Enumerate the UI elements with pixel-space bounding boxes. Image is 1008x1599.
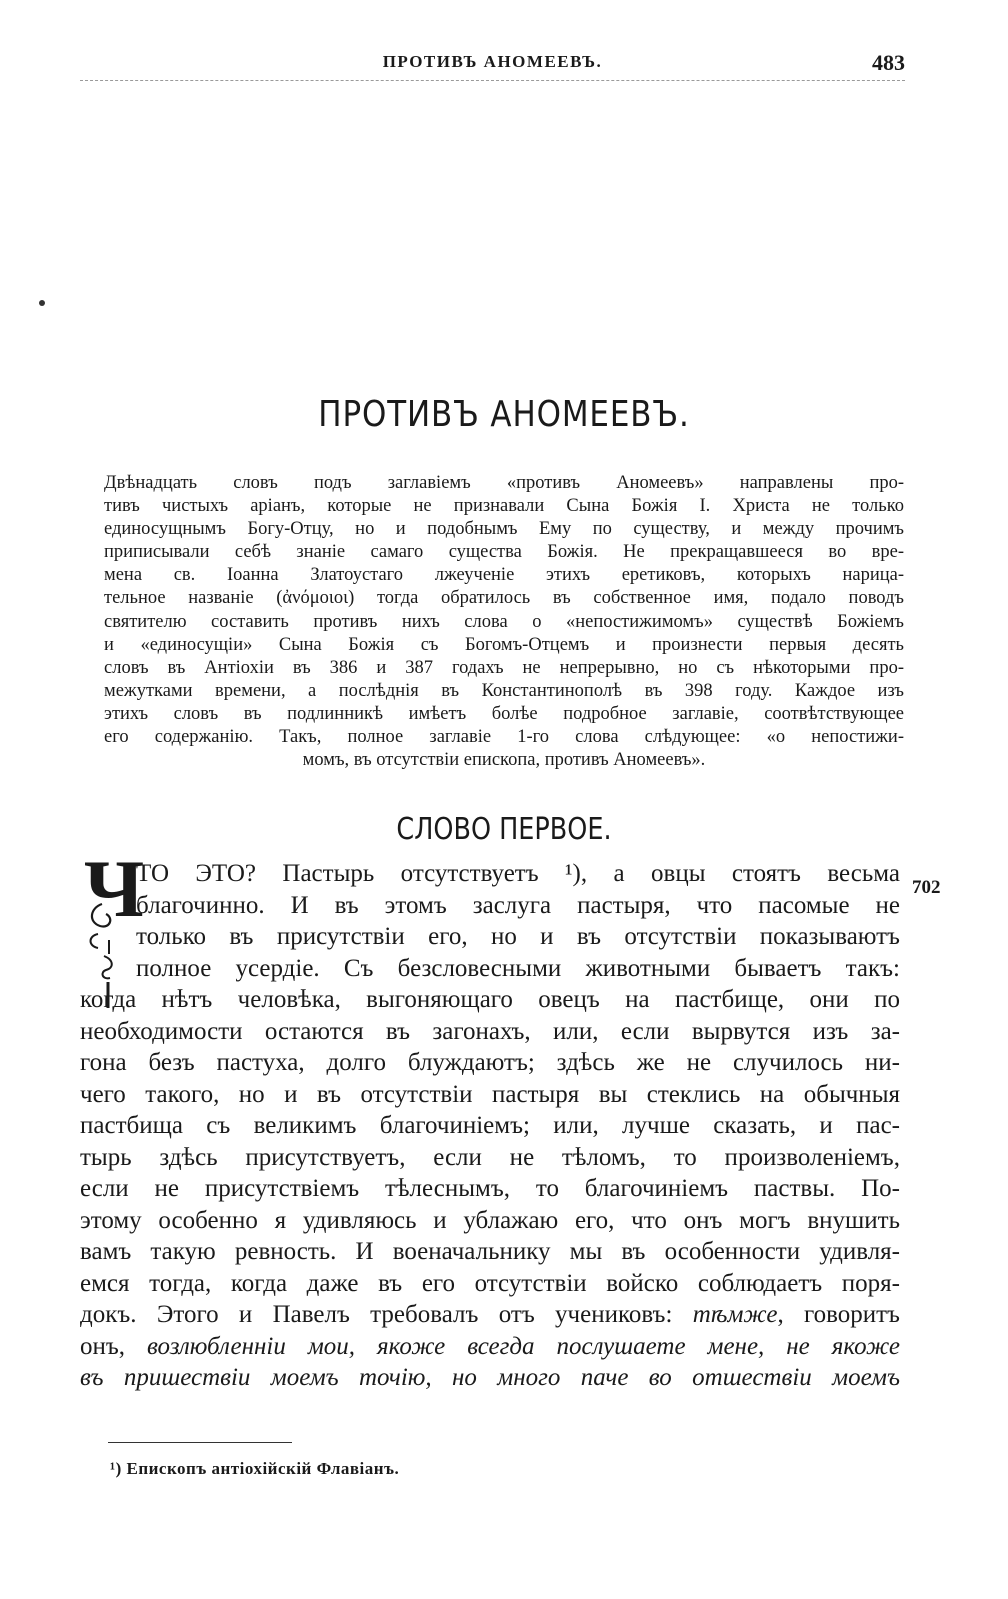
text-line [80, 1331, 900, 1363]
intro-line: приписывали себѣ знаніе самаго существа Божія. Не прекращавшееся во вре- [104, 542, 904, 563]
introduction-paragraph [104, 472, 904, 772]
text-line: вамъ такую ревность. И военачальнику мы въ особенности удивля- [80, 1238, 900, 1265]
footnote-rule [108, 1442, 292, 1443]
intro-line: тельное названіе (ἀνόμοιοι) тогда обратилось въ собственное имя, подало поводъ [104, 588, 904, 609]
sermon-text [80, 858, 900, 1394]
text-line: гона безъ пастуха, долго блуждаютъ; здѣсь же не случилось ни- [80, 1049, 900, 1076]
text-line: только въ присутствіи его, но и въ отсутствіи показываютъ [136, 923, 900, 950]
intro-line: словъ въ Антіохіи въ 386 и 387 годахъ не непрерывно, но съ нѣкоторыми про- [104, 657, 904, 678]
section-title: СЛОВО ПЕРВОЕ. [396, 812, 612, 847]
text-line: если не присутствіемъ тѣлеснымъ, то благочиніемъ паствы. По- [80, 1175, 900, 1202]
text-line: чего такого, но и въ отсутствіи пастыря вы стеклись на обычныя [80, 1080, 900, 1108]
running-header-title: ПРОТИВЪ АНОМЕЕВЪ. [382, 52, 603, 71]
intro-line: мена св. Іоанна Златоустаго лжеученіе этихъ еретиковъ, которыхъ нарица- [104, 565, 904, 586]
text-fragment: докъ. Этого и Павелъ требовалъ отъ учениковъ: [80, 1301, 693, 1328]
ink-speck [39, 300, 45, 306]
intro-line: тивъ чистыхъ аріанъ, которые не признавали Сына Божія I. Христа не только [104, 496, 904, 517]
text-line: этому особенно я удивляюсь и ублажаю его, что онъ могъ внушить [80, 1206, 900, 1234]
running-header [80, 52, 905, 84]
text-line: полное усердіе. Съ безсловесными животными бываетъ такъ: [136, 954, 900, 982]
page-number: 483 [872, 50, 905, 75]
text-line [80, 1362, 900, 1394]
margin-reference-number: 702 [912, 877, 941, 898]
text-fragment: онъ, [80, 1332, 148, 1360]
intro-line: и «единосущіи» Сына Божія съ Богомъ-Отцемъ и произнести первыя десять [104, 634, 904, 655]
intro-line: этихъ словъ въ подлинникѣ имѣетъ болѣе подробное заглавіе, соотвѣтствующее [104, 703, 904, 724]
text-line: необходимости остаются въ загонахъ, или, если вырвутся изъ за- [80, 1017, 900, 1045]
drop-cap-letter: Ч [84, 843, 145, 934]
intro-line: святителю составить противъ нихъ слова о «непостижимомъ» существѣ Божіемъ [104, 611, 904, 632]
intro-line: момъ, въ отсутствіи епископа, противъ Аномеевъ». [302, 750, 706, 771]
text-line: тырь здѣсь присутствуетъ, если не тѣломъ, то произволеніемъ, [80, 1143, 900, 1171]
intro-line: его содержанію. Такъ, полное заглавіе 1-го слова слѣдующее: «о непостижи- [104, 727, 904, 748]
header-rule [80, 80, 905, 81]
text-line: емся тогда, когда даже въ его отсутствіи войско соблюдаетъ поря- [80, 1269, 900, 1297]
italic-quotation: возлюбленніи мои, якоже всегда послушаете мене, не якоже [147, 1332, 900, 1360]
text-fragment: , говоритъ [777, 1301, 900, 1328]
intro-line: единосущнымъ Богу-Отцу, но и подобнымъ Ему по существу, и между прочимъ [104, 519, 904, 540]
footnote: ¹) Епископъ антіохійскій Флавіанъ. [110, 1459, 400, 1478]
text-line: когда нѣтъ человѣка, выгоняющаго овецъ на пастбище, они по [80, 986, 900, 1013]
treatise-title: ПРОТИВЪ АНОМЕЕВЪ. [318, 394, 690, 435]
text-line [80, 1299, 900, 1331]
text-line: пастбища съ великимъ благочиніемъ; или, лучше сказать, и пас- [80, 1112, 900, 1139]
text-line: ТО ЭТО? Пастырь отсутствуетъ ¹), а овцы стоятъ весьма [136, 860, 900, 887]
intro-line: межутками времени, а послѣднія въ Константинополѣ въ 398 году. Каждое изъ [104, 680, 904, 701]
italic-quotation: тѣмже [692, 1301, 778, 1328]
italic-quotation: въ пришествіи моемъ точію, но много паче во отшествіи моемъ [80, 1364, 900, 1391]
text-line: благочинно. И въ этомъ заслуга пастыря, что пасомые не [136, 891, 900, 919]
intro-line: Двѣнадцать словъ подъ заглавіемъ «противъ Аномеевъ» направлены про- [104, 473, 904, 493]
